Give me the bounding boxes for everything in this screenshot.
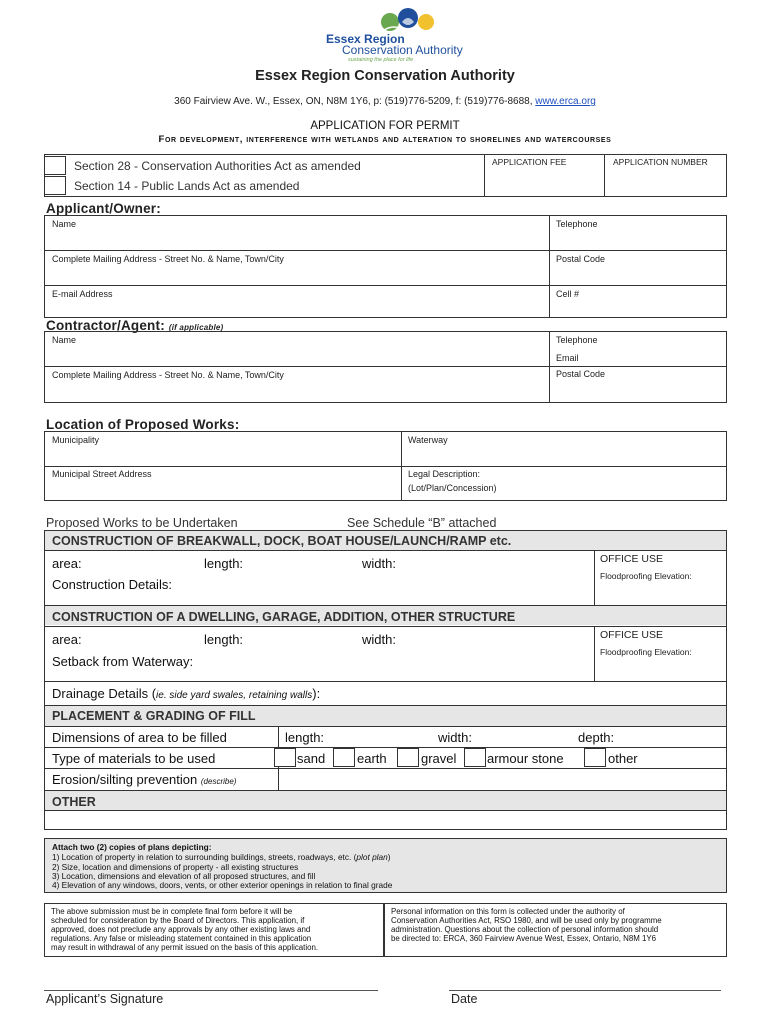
signature-field[interactable] — [44, 965, 378, 989]
plans-item-4: 4) Elevation of any windows, doors, vents, or other exterior openings in relation to final grade — [52, 880, 393, 890]
street-address-label: Municipal Street Address — [52, 469, 152, 479]
applicant-cell-field[interactable] — [550, 286, 726, 317]
drainage-details-label: Drainage Details (ie. side yard swales, retaining walls): — [52, 686, 321, 701]
proposed-works-label: Proposed Works to be Undertaken — [46, 516, 238, 530]
fill-dimensions-label: Dimensions of area to be filled — [52, 730, 227, 745]
contact-line — [0, 96, 770, 107]
fee-field[interactable] — [486, 170, 602, 194]
dwelling-office-use-label: OFFICE USE — [600, 629, 664, 641]
dwelling-width-label: width: — [362, 632, 396, 647]
applicant-heading: Applicant/Owner: — [46, 201, 161, 216]
waterway-field[interactable] — [402, 432, 726, 465]
application-number-label: APPLICATION NUMBER — [613, 157, 708, 167]
dwelling-area-label: area: — [52, 632, 82, 647]
sand-checkbox[interactable] — [274, 748, 296, 767]
applicant-postal-label: Postal Code — [556, 254, 606, 264]
municipality-label: Municipality — [52, 435, 100, 445]
applicant-cell-label: Cell # — [556, 289, 580, 299]
plans-item-3: 3) Location, dimensions and elevation of all proposed structures, and fill — [52, 871, 316, 881]
form-title: APPLICATION FOR PERMIT — [310, 120, 460, 132]
breakwall-office-use-label: OFFICE USE — [600, 553, 664, 565]
contractor-postal-field[interactable] — [550, 367, 726, 402]
number-field[interactable] — [606, 170, 724, 194]
erca-logo — [318, 8, 478, 63]
breakwall-details-label: Construction Details: — [52, 577, 172, 592]
municipality-field[interactable] — [45, 432, 400, 465]
materials-label: Type of materials to be used — [52, 751, 216, 766]
applicant-name-field[interactable] — [45, 216, 548, 249]
signature-line — [44, 990, 378, 991]
plans-heading: Attach two (2) copies of plans depicting: — [52, 842, 212, 852]
date-line — [449, 990, 721, 991]
applicant-name-label: Name — [52, 219, 77, 229]
dwelling-heading: CONSTRUCTION OF A DWELLING, GARAGE, ADDITION, OTHER STRUCTURE — [52, 610, 516, 624]
contractor-postal-label: Postal Code — [556, 369, 606, 379]
contractor-note: (if applicable) — [168, 323, 224, 332]
legal-description-sublabel: (Lot/Plan/Concession) — [408, 483, 497, 493]
application-fee-label: APPLICATION FEE — [492, 157, 567, 167]
other-material-checkbox[interactable] — [584, 748, 606, 767]
section-14-checkbox[interactable] — [44, 176, 66, 195]
setback-label: Setback from Waterway: — [52, 654, 194, 669]
contractor-email-label: Email — [556, 353, 579, 363]
dwelling-input-area[interactable] — [45, 627, 593, 680]
applicant-address-field[interactable] — [45, 251, 548, 284]
logo-line2: Conservation Authority — [342, 43, 463, 57]
website-link[interactable]: www.erca.org — [535, 96, 596, 107]
breakwall-length-label: length: — [204, 556, 244, 571]
applicant-email-label: E-mail Address — [52, 289, 113, 299]
contractor-heading-text: Contractor/Agent: — [46, 318, 165, 333]
contact-text: 360 Fairview Ave. W., Essex, ON, N8M 1Y6, p: (519)776-5209, f: (519)776-8688, — [174, 96, 536, 107]
applicant-telephone-field[interactable] — [550, 216, 726, 249]
earth-checkbox[interactable] — [333, 748, 355, 767]
notice-right-text: Personal information on this form is collected under the authority of Conservation Authorities Act, RSO 1980, and will be used only by programme administration. Questions about the collection of personal information should be directed to: ERCA, 360 Fairview Avenue West, Essex, Ontario, N8M 1Y6 — [391, 907, 662, 943]
contractor-telephone-label: Telephone — [556, 335, 598, 345]
fill-length-label: length: — [285, 730, 325, 745]
erosion-label: Erosion/silting prevention (describe) — [52, 772, 237, 787]
schedule-b-note: See Schedule “B” attached — [347, 516, 497, 530]
logo-line1: Essex Region — [326, 32, 405, 46]
earth-label: earth — [357, 751, 387, 766]
dwelling-floodproofing-label: Floodproofing Elevation: — [600, 647, 692, 657]
drainage-details-field[interactable] — [45, 682, 726, 705]
other-heading: OTHER — [52, 795, 96, 809]
date-field[interactable] — [449, 965, 721, 989]
applicant-email-field[interactable] — [45, 286, 548, 317]
applicant-postal-field[interactable] — [550, 251, 726, 284]
other-field[interactable] — [45, 811, 726, 829]
armour-stone-label: armour stone — [487, 751, 564, 766]
legal-description-label: Legal Description: — [408, 469, 481, 479]
contractor-name-label: Name — [52, 335, 77, 345]
section-28-label: Section 28 - Conservation Authorities Act as amended — [74, 159, 361, 173]
contractor-address-label: Complete Mailing Address - Street No. & Name, Town/City — [52, 370, 284, 380]
armour-stone-checkbox[interactable] — [464, 748, 486, 767]
applicant-telephone-label: Telephone — [556, 219, 598, 229]
contractor-telephone-field[interactable] — [550, 332, 726, 365]
breakwall-floodproofing-label: Floodproofing Elevation: — [600, 571, 692, 581]
breakwall-input-area[interactable] — [45, 551, 593, 604]
breakwall-area-label: area: — [52, 556, 82, 571]
logo-tagline: sustaining the place for life — [348, 57, 414, 63]
sand-label: sand — [297, 751, 326, 766]
section-14-label: Section 14 - Public Lands Act as amended — [74, 179, 300, 193]
fill-width-label: width: — [438, 730, 472, 745]
plans-item-2: 2) Size, location and dimensions of property - all existing structures — [52, 862, 299, 872]
fill-heading: PLACEMENT & GRADING OF FILL — [52, 709, 256, 723]
plans-item-1: 1) Location of property in relation to surrounding buildings, streets, roadways, etc. (plot plan) — [52, 852, 391, 862]
gravel-label: gravel — [421, 751, 457, 766]
gravel-checkbox[interactable] — [397, 748, 419, 767]
date-label: Date — [451, 992, 478, 1006]
contractor-name-field[interactable] — [45, 332, 548, 365]
erosion-field[interactable] — [279, 769, 726, 789]
applicant-address-label: Complete Mailing Address - Street No. & Name, Town/City — [52, 254, 284, 264]
legal-description-field[interactable] — [402, 467, 726, 500]
waterway-label: Waterway — [408, 435, 448, 445]
contractor-address-field[interactable] — [45, 367, 548, 402]
location-heading: Location of Proposed Works: — [46, 417, 240, 432]
page-title: Essex Region Conservation Authority — [255, 68, 515, 84]
fill-depth-label: depth: — [578, 730, 615, 745]
notice-left-text: The above submission must be in complete final form before it will be scheduled for consideration by the Board of Directors. This application, if approved, does not preclude any approvals by any other existing laws and regulations. Any false or misleading statement contained in this application may result in withdrawal of any permit issued on the basis of this application. — [51, 907, 319, 952]
street-address-field[interactable] — [45, 467, 400, 500]
breakwall-heading: CONSTRUCTION OF BREAKWALL, DOCK, BOAT HOUSE/LAUNCH/RAMP etc. — [52, 534, 512, 548]
other-material-label: other — [608, 751, 638, 766]
breakwall-width-label: width: — [362, 556, 396, 571]
signature-label: Applicant’s Signature — [46, 992, 164, 1006]
dwelling-length-label: length: — [204, 632, 244, 647]
section-28-checkbox[interactable] — [44, 156, 66, 175]
form-subtitle: For development, interference with wetlands and alteration to shorelines and watercourses — [158, 134, 612, 145]
